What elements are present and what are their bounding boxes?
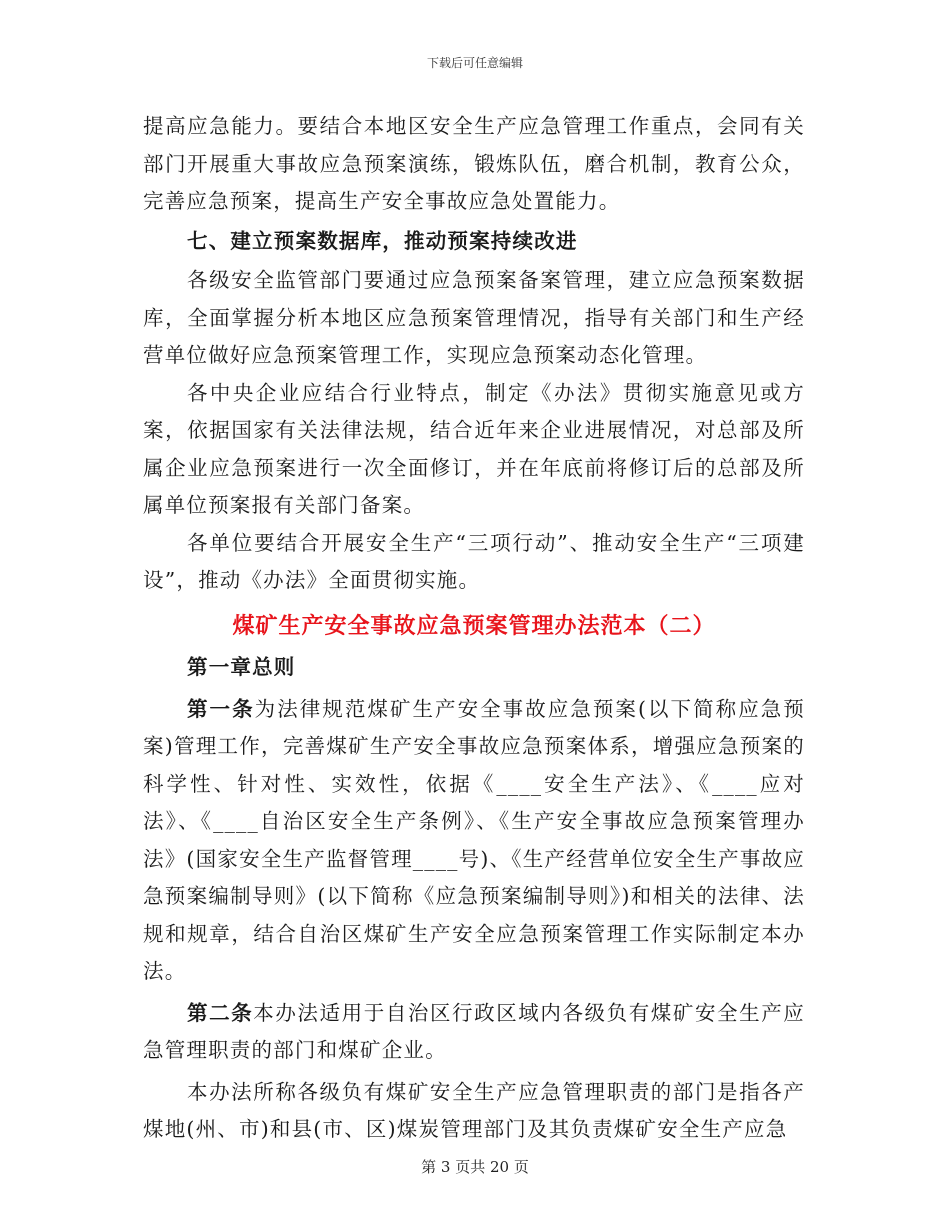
paragraph: 各单位要结合开展安全生产“三项行动”、推动安全生产“三项建设”，推动《办法》全面贯彻实施。 [143,530,805,592]
page-header: 下载后可任意编辑 [426,56,523,70]
article-text: 本办法适用于自治区行政区域内各级负有煤矿安全生产应急管理职责的部门和煤矿企业。 [143,1000,806,1062]
chapter-heading: 第一章总则 [187,655,296,679]
article-label: 第一条 [187,696,255,721]
article-1 [143,691,805,991]
paragraph: 提高应急能力。要结合本地区安全生产应急管理工作重点，会同有关部门开展重大事故应急预案演练，锻炼队伍，磨合机制，教育公众，完善应急预案，提高生产安全事故应急处置能力。 [143,114,805,213]
paragraph: 各中央企业应结合行业特点，制定《办法》贯彻实施意见或方案，依据国家有关法律法规，结合近年来企业进展情况，对总部及所属企业应急预案进行一次全面修订，并在年底前将修订后的总部及所属单位预案报有关部门备案。 [143,380,805,517]
article-text: 为法律规范煤矿生产安全事故应急预案(以下简称应急预案)管理工作，完善煤矿生产安全事故应急预案体系，增强应急预案的科学性、针对性、实效性，依据《____安全生产法》、《____应对法》、《____自治区安全生产条例》、《生产安全事故应急预案管理办法》(国家安全生产监督管理____号)、《生产经营单位安全生产事故应急预案编制导则》(以下简称《应急预案编制导则》)和相关的法律、法规和规章，结合自治区煤矿生产安全应急预案管理工作实际制定本办法。 [143,696,805,983]
paragraph: 本办法所称各级负有煤矿安全生产应急管理职责的部门是指各产煤地(州、市)和县(市、区)煤炭管理部门及其负责煤矿安全生产应急 [143,1079,805,1141]
document-body [143,108,805,1149]
document-title: 煤矿生产安全事故应急预案管理办法范本（二） [232,612,716,639]
article-2 [143,995,805,1070]
article-label: 第二条 [187,1000,254,1025]
page-footer: 第 3 页共 20 页 [421,1158,529,1176]
paragraph: 各级安全监管部门要通过应急预案备案管理，建立应急预案数据库，全面掌握分析本地区应急预案管理情况，指导有关部门和生产经营单位做好应急预案管理工作，实现应急预案动态化管理。 [143,268,805,367]
section-heading: 七、建立预案数据库，推动预案持续改进 [187,228,578,253]
